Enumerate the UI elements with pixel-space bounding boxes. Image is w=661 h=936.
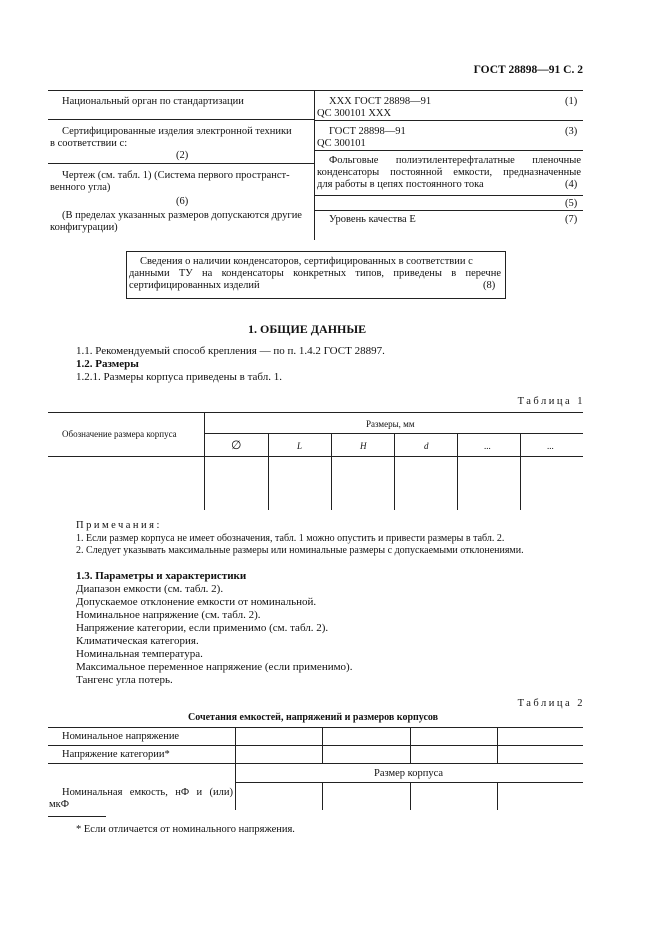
- param-item: Максимальное переменное напряжение (если применимо).: [76, 661, 353, 673]
- certified-products-label-2: в соответствии с:: [50, 138, 128, 149]
- para-1-2-1: 1.2.1. Размеры корпуса приведены в табл. 1.: [76, 371, 282, 383]
- product-description-2: конденсаторы постоянной емкости, предназначенные: [317, 167, 581, 178]
- table-1-col-more: ...: [484, 441, 491, 451]
- certified-products-label: Сертифицированные изделия электронной техники: [62, 126, 292, 137]
- table-2-row-rated-voltage: Номинальное напряжение: [62, 731, 180, 742]
- table-2-col-rule: [322, 782, 323, 810]
- table-1-dimensions-header: Размеры, мм: [366, 419, 415, 429]
- table-2-case-size-header: Размер корпуса: [374, 768, 444, 779]
- field-number-2: (2): [176, 150, 189, 161]
- configuration-note-2: конфигурации): [50, 222, 118, 233]
- table-1-top-rule: [48, 412, 583, 413]
- param-item: Тангенс угла потерь.: [76, 674, 173, 686]
- table-2-col-rule: [497, 782, 498, 810]
- product-description-3: для работы в цепях постоянного тока: [317, 179, 484, 190]
- table-2-row-rule: [48, 745, 583, 746]
- note-1: 1. Если размер корпуса не имеет обозначения, табл. 1 можно опустить и привести размеры в табл. 2.: [76, 533, 505, 544]
- param-item: Диапазон емкости (см. табл. 2).: [76, 583, 224, 595]
- section-1-3-title: 1.3. Параметры и характеристики: [76, 570, 247, 582]
- table-2-top-rule: [48, 727, 583, 728]
- table-2-caption: Таблица 2: [517, 698, 585, 709]
- left-row-rule: [48, 119, 314, 120]
- qc-number: QC 300101 XXX: [317, 108, 392, 119]
- table-1-col-rule: [520, 433, 521, 510]
- table-2-row-rule: [235, 782, 583, 783]
- field-number-8: (8): [483, 280, 496, 291]
- info-box-line-2: данными ТУ на конденсаторы конкретных типов, приведены в перечне: [129, 268, 501, 279]
- info-box-line-3: сертифицированных изделий: [129, 280, 260, 291]
- right-row-rule: [314, 210, 583, 211]
- right-row-rule: [314, 195, 583, 196]
- table-2-row-rule: [48, 763, 583, 764]
- table-1-col-rule: [394, 433, 395, 510]
- table-2-divider: [235, 727, 236, 810]
- table-1-col-rule: [268, 433, 269, 510]
- field-number-7: (7): [565, 214, 578, 225]
- table-2-row-capacitance: Номинальная емкость, нФ и (или): [62, 787, 233, 798]
- national-body-label: Национальный орган по стандартизации: [62, 96, 244, 107]
- param-item: Климатическая категория.: [76, 635, 199, 647]
- info-box-line-1: Сведения о наличии конденсаторов, сертифицированных в соответствии с: [140, 256, 473, 267]
- configuration-note: (В пределах указанных размеров допускаются другие: [62, 210, 302, 221]
- note-2: 2. Следует указывать максимальные размеры или номинальные размеры с допускаемыми отклонениями.: [76, 545, 524, 556]
- para-1-2: 1.2. Размеры: [76, 358, 139, 370]
- param-item: Номинальное напряжение (см. табл. 2).: [76, 609, 261, 621]
- drawing-label: Чертеж (см. табл. 1) (Система первого пространст-: [62, 170, 290, 181]
- drawing-label-2: венного угла): [50, 182, 111, 193]
- table-2-col-rule: [410, 782, 411, 810]
- cert-number: XXX ГОСТ 28898—91: [329, 96, 432, 107]
- gost-reference: ГОСТ 28898—91: [329, 126, 406, 137]
- field-number-4: (4): [565, 179, 578, 190]
- document-reference: ГОСТ 28898—91 С. 2: [473, 64, 583, 76]
- quality-level: Уровень качества Е: [329, 214, 416, 225]
- field-number-3: (3): [565, 126, 578, 137]
- table-1-col-more: ...: [547, 441, 554, 451]
- section-1-title: 1. ОБЩИЕ ДАННЫЕ: [248, 322, 367, 336]
- table-1-size-designation-header: Обозначение размера корпуса: [62, 429, 177, 439]
- right-row-rule: [314, 150, 583, 151]
- table-1-col-d: d: [424, 441, 429, 451]
- field-number-1: (1): [565, 96, 578, 107]
- table-1-col-h: H: [360, 441, 367, 451]
- right-row-rule: [314, 120, 583, 121]
- field-number-5: (5): [565, 198, 578, 209]
- footnote: * Если отличается от номинального напряжения.: [76, 824, 295, 835]
- para-1-1: 1.1. Рекомендуемый способ крепления — по п. 1.4.2 ГОСТ 28897.: [76, 345, 385, 357]
- table-1-caption: Таблица 1: [517, 396, 585, 407]
- table-1-col-rule: [331, 433, 332, 510]
- field-number-6: (6): [176, 196, 189, 207]
- table-2-row-category-voltage: Напряжение категории*: [62, 749, 170, 760]
- left-row-rule: [48, 163, 314, 164]
- top-table-rule: [48, 90, 583, 91]
- param-item: Номинальная температура.: [76, 648, 203, 660]
- footnote-rule: [48, 816, 106, 817]
- product-description: Фольговые полиэтилентерефталатные пленочные: [329, 155, 581, 166]
- table-2-row-capacitance-unit: мкФ: [49, 799, 70, 810]
- qc-reference: QC 300101: [317, 138, 366, 149]
- param-item: Напряжение категории, если применимо (см. табл. 2).: [76, 622, 329, 634]
- table-1-divider: [204, 412, 205, 510]
- table-1-col-rule: [457, 433, 458, 510]
- table-1-header-rule: [48, 456, 583, 457]
- notes-title: Примечания:: [76, 520, 162, 531]
- table-2-title: Сочетания емкостей, напряжений и размеров корпусов: [188, 712, 439, 723]
- table-1-col-diameter: ∅: [231, 438, 242, 452]
- param-item: Допускаемое отклонение емкости от номинальной.: [76, 596, 317, 608]
- table-1-col-l: L: [297, 441, 303, 451]
- top-table-divider: [314, 90, 315, 240]
